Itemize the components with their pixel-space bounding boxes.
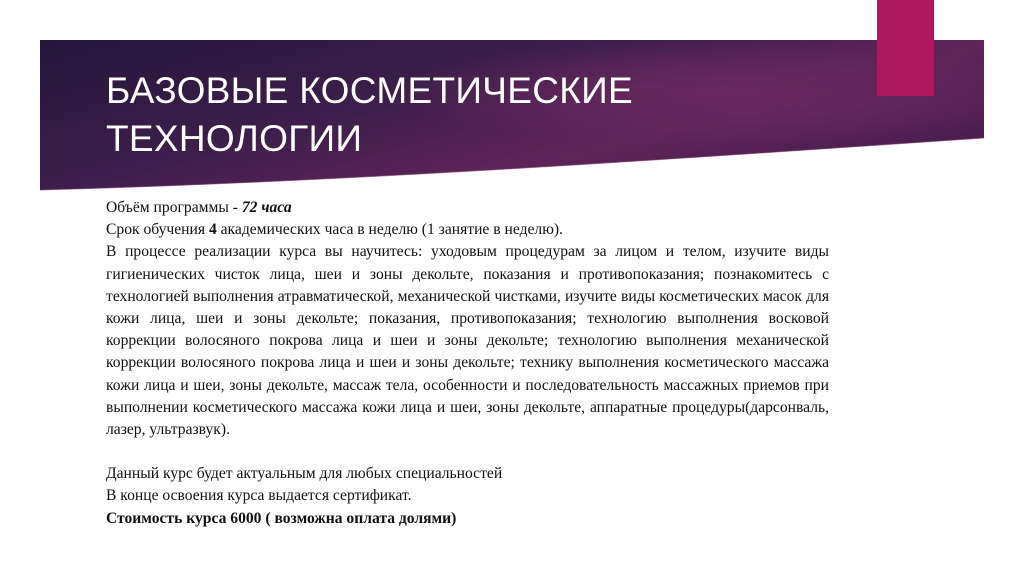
course-description: В процессе реализации курса вы научитесь: уходовым процедурам за лицом и телом, изучите виды гигиенических чисток лица, шеи и зоны декольте, показания и противопоказания; познакомитесь с технологией выполнения атравматической, механической чистками, изучите виды косметических масок для кожи лица, шеи и зоны декольте; показания, противопоказания; технологию выполнения восковой коррекции волосяного покрова лица и шеи и зоны декольте; технологию выполнения механической коррекции волосяного покрова лица и шеи и зоны декольте; технику выполнения косметического массажа кожи лица и шеи, зоны декольте, массаж тела, особенности и последовательность массажных приемов при выполнении косметического массажа кожи лица и шеи, зоны декольте, аппаратные процедуры(дарсонваль, лазер, ультразвук). [106, 243, 829, 439]
duration-value: 4 [208, 221, 217, 239]
volume-value: 72 часа [241, 199, 292, 216]
title-band [40, 40, 984, 192]
spacer [106, 441, 829, 463]
title-line-2: ТЕХНОЛОГИИ [106, 118, 363, 159]
course-relevance: Данный курс будет актуальным для любых специальностей [106, 465, 503, 483]
title-line-1: БАЗОВЫЕ КОСМЕТИЧЕСКИЕ [106, 70, 633, 111]
slide-title [106, 67, 806, 163]
accent-bar [877, 0, 934, 96]
program-duration [106, 219, 829, 241]
course-price: Стоимость курса 6000 ( возможна оплата долями) [106, 509, 457, 527]
program-volume [106, 197, 829, 219]
duration-prefix: Срок обучения [106, 221, 209, 239]
course-certificate: В конце освоения курса выдается сертификат. [106, 487, 412, 505]
duration-suffix: академических часа в неделю (1 занятие в неделю). [216, 221, 563, 239]
volume-label: Объём программы - [106, 199, 242, 216]
slide-body [106, 197, 829, 530]
